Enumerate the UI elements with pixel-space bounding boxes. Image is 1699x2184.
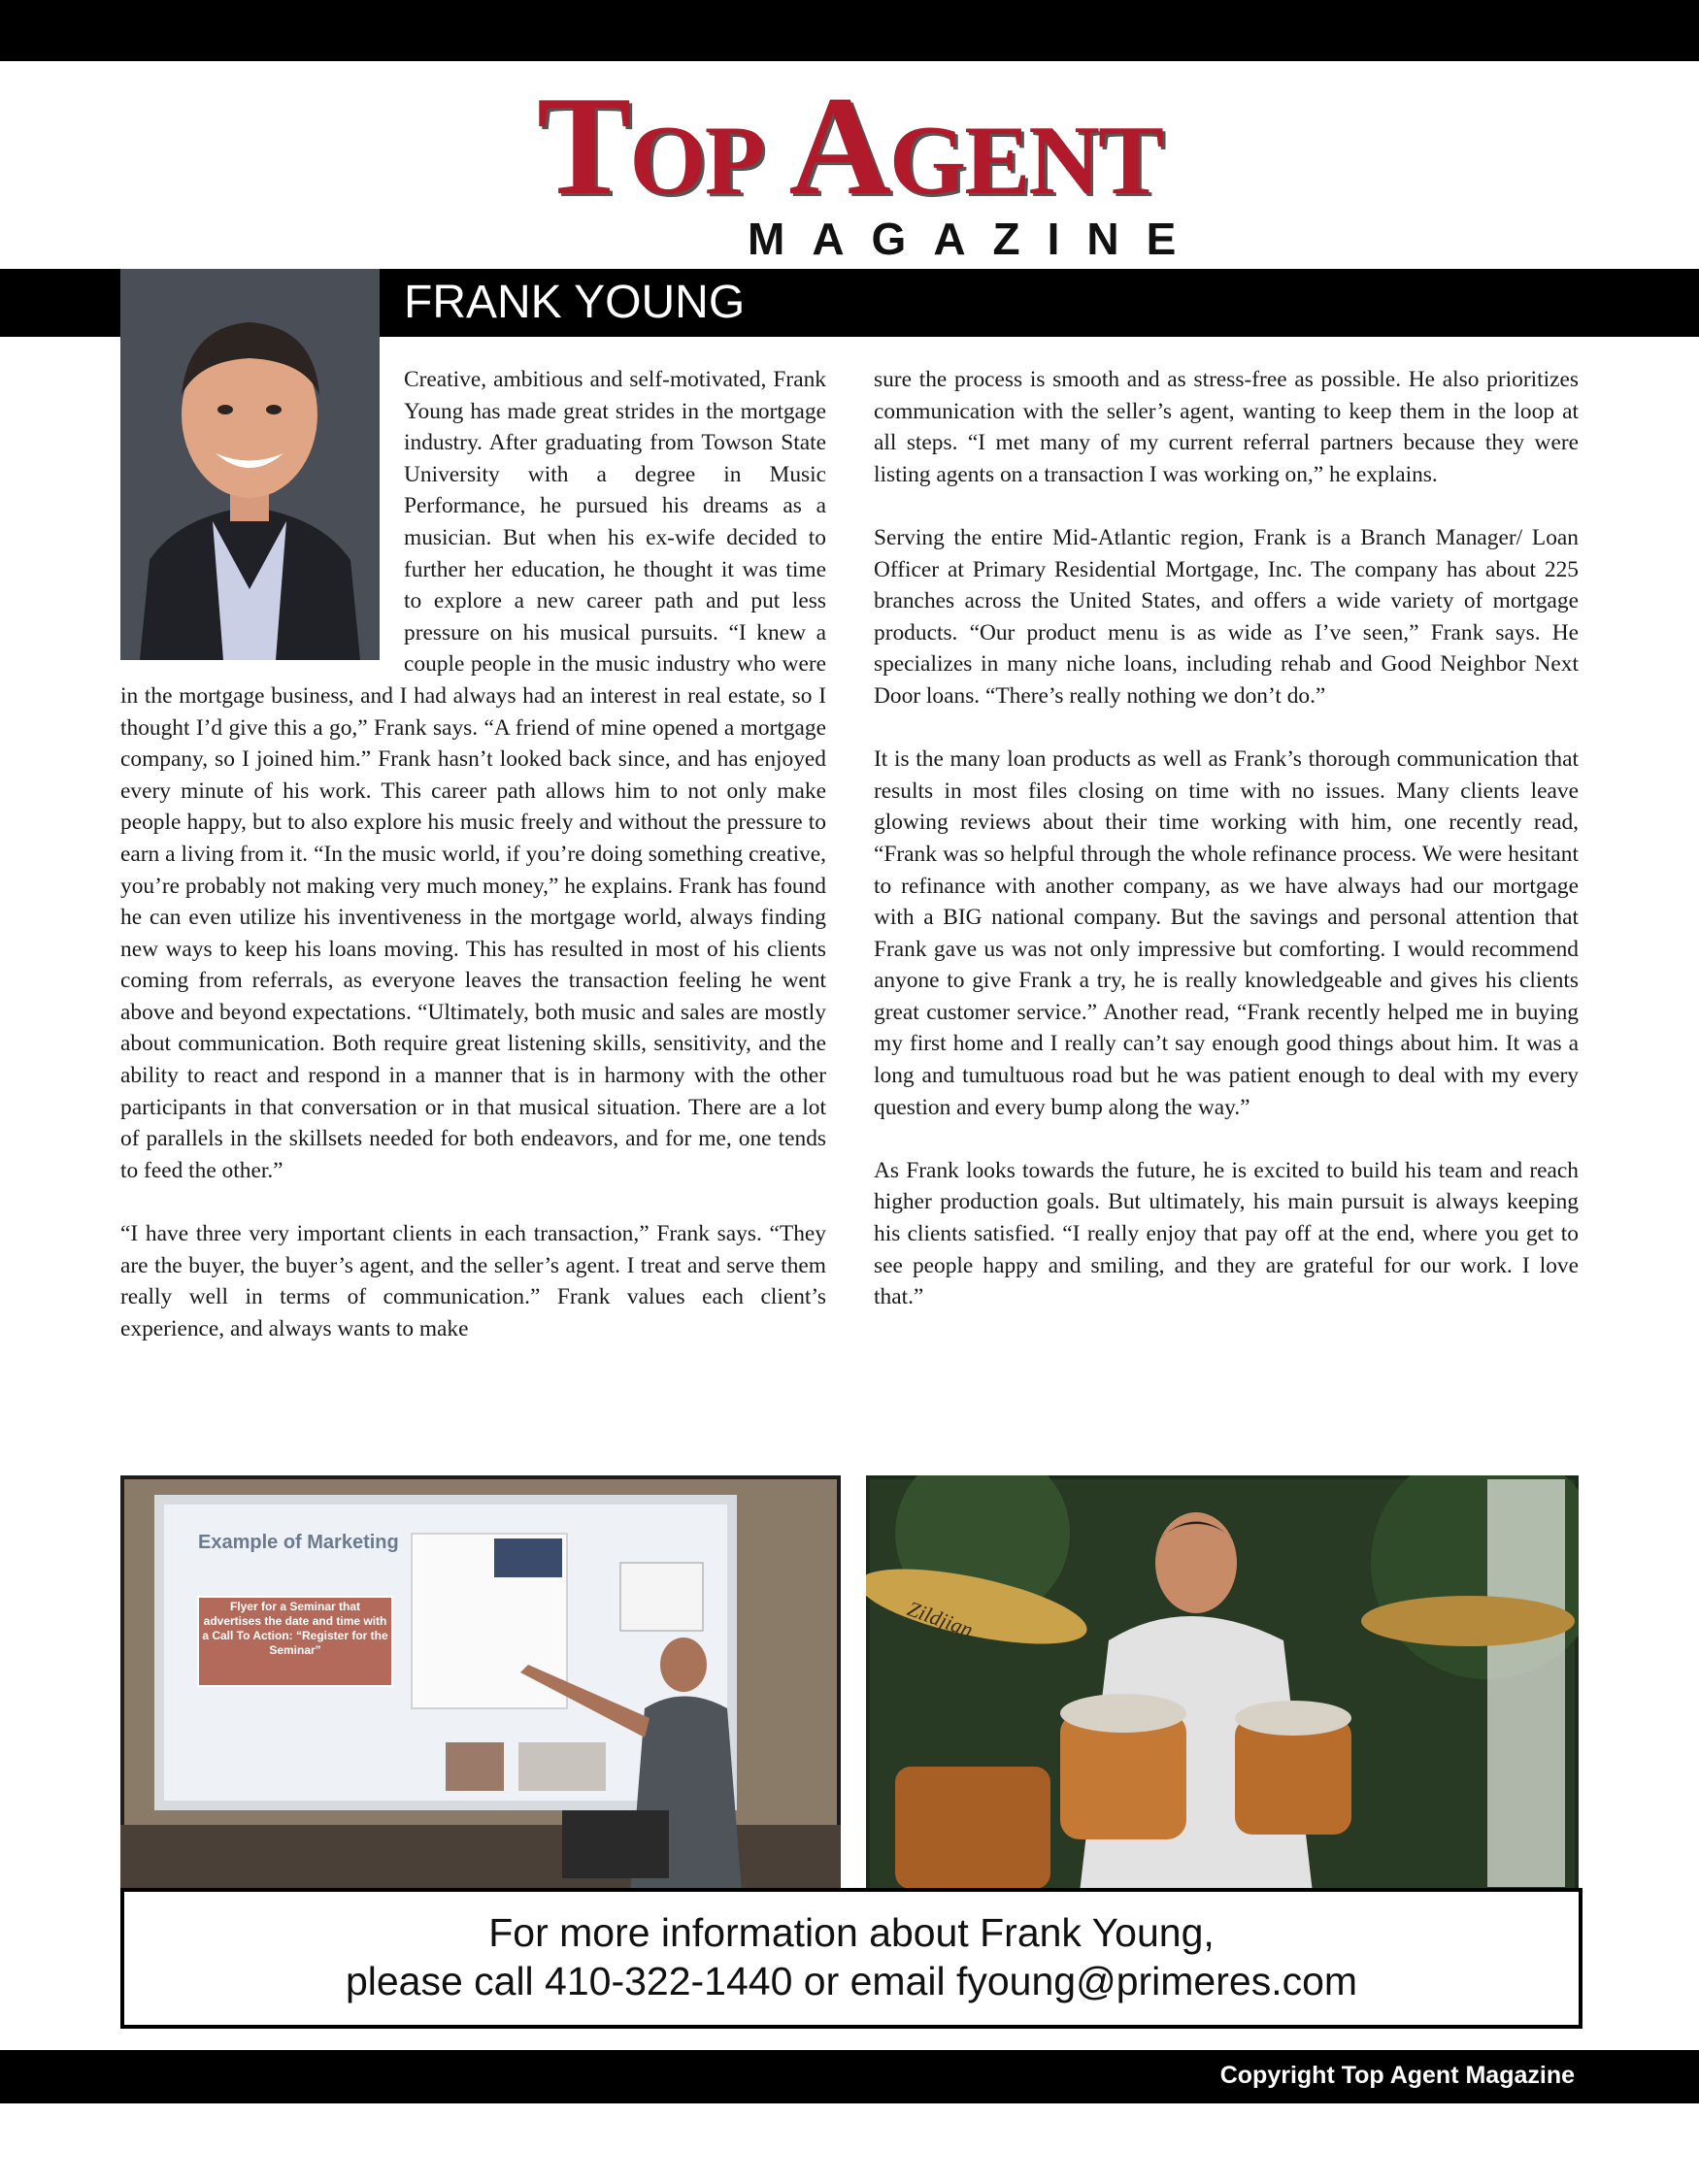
contact-line-2: please call 410-322-1440 or email fyoung@primeres.com	[345, 1959, 1358, 2003]
footer-bar	[0, 2050, 1699, 2103]
copyright-text: Copyright Top Agent Magazine	[1219, 2062, 1575, 2089]
top-bar	[0, 0, 1699, 61]
article-column-right	[874, 364, 1579, 1344]
contact-info-box	[120, 1888, 1582, 2029]
cymbal-brand: Zildjian	[904, 1596, 977, 1642]
article-paragraph: “I have three very important clients in each transaction,” Frank says. “They are the buyer, the buyer’s agent, and the seller’s agent. I treat and serve them really well in terms of communication.” Frank values each client’s experience, and always wants to make	[120, 1221, 826, 1341]
magazine-logo-subtitle: MAGAZINE	[748, 214, 1204, 264]
agent-name: FRANK YOUNG	[404, 277, 746, 328]
seminar-photo	[120, 1475, 841, 1893]
article-paragraph: It is the many loan products as well as Frank’s thorough communication that results in most files closing on time with no issues. Many clients leave glowing reviews about their time working with him, one recently read, “Frank was so helpful through the whole refinance process. We were hesitant to refinance with another company, as we have always had our mortgage with a BIG national company. But the savings and personal attention that Frank gave us was not only impressive but comforting. I would recommend anyone to give Frank a try, he is really knowledgeable and gives his clients great customer service.” Another read, “Frank recently helped me in buying my first home and I really can’t say enough good things about him. It was a long and tumultuous road but he was patient enough to deal with my every question and every bump along the way.”	[874, 746, 1579, 1120]
article-column-left	[120, 364, 826, 1376]
seminar-photo-illustration	[120, 1475, 841, 1893]
article-paragraph: Serving the entire Mid-Atlantic region, Frank is a Branch Manager/ Loan Officer at Primary Residential Mortgage, Inc. The company has about 225 branches across the United States, and offers a wide variety of mortgage products. “Our product menu is as wide as I’ve seen,” Frank says. He specializes in many niche loans, including rehab and Good Neighbor Next Door loans. “There’s really nothing we don’t do.”	[874, 524, 1579, 709]
magazine-logo: Top Agent	[537, 67, 1162, 224]
contact-line-1: For more information about Frank Young,	[488, 1910, 1215, 1955]
masthead	[0, 61, 1699, 267]
article-paragraph: Creative, ambitious and self-motivated, Frank Young has made great strides in the mortgage industry. After graduating from Towson State University with a degree in Music Performance, he pursued his dreams as a musician. But when his ex-wife decided to further her education, he thought it was time to explore a new career path and put less pressure on his musical pursuits. “I knew a couple people in the music industry who were in the mortgage business, and I had always had an interest in real estate, so I thought I’d give this a go,” Frank says. “A friend of mine opened a mortgage company, so I joined him.” Frank hasn’t looked back since, and has enjoyed every minute of his work. This career path allows him to not only make people happy, but to also explore his music freely and without the pressure to earn a living from it. “In the music world, if you’re doing something creative, you’re probably not making very much money,” he explains. Frank has found he can even utilize his inventiveness in the mortgage world, always finding new ways to keep his loans moving. This has resulted in most of his clients coming from referrals, as everyone leaves the transaction feeling he went above and beyond expectations. “Ultimately, both music and sales are mostly about communication. Both require great listening skills, sensitivity, and the ability to react and respond in a manner that is in harmony with the other participants in that conversation or in that musical situation. There are a lot of parallels in the skillsets needed for both endeavors, and for me, one tends to feed the other.”	[120, 367, 826, 1183]
article-paragraph: sure the process is smooth and as stress-free as possible. He also prioritizes communication with the seller’s agent, wanting to keep them in the loop at all steps. “I met many of my current referral partners because they were listing agents on a transaction I was working on,” he explains.	[874, 367, 1579, 487]
drummer-photo-illustration	[866, 1475, 1579, 1893]
drummer-photo	[866, 1475, 1579, 1893]
slide-callout: Flyer for a Seminar that advertises the date and time with a Call To Action: “Register for the Seminar”	[202, 1600, 388, 1657]
article-paragraph: As Frank looks towards the future, he is excited to build his team and reach higher production goals. But ultimately, his main pursuit is always keeping his clients satisfied. “I really enjoy that pay off at the end, where you get to see people happy and smiling, and they are grateful for our work. I love that.”	[874, 1157, 1579, 1310]
slide-title: Example of Marketing	[198, 1532, 399, 1553]
portrait-wrap-space	[120, 364, 404, 655]
